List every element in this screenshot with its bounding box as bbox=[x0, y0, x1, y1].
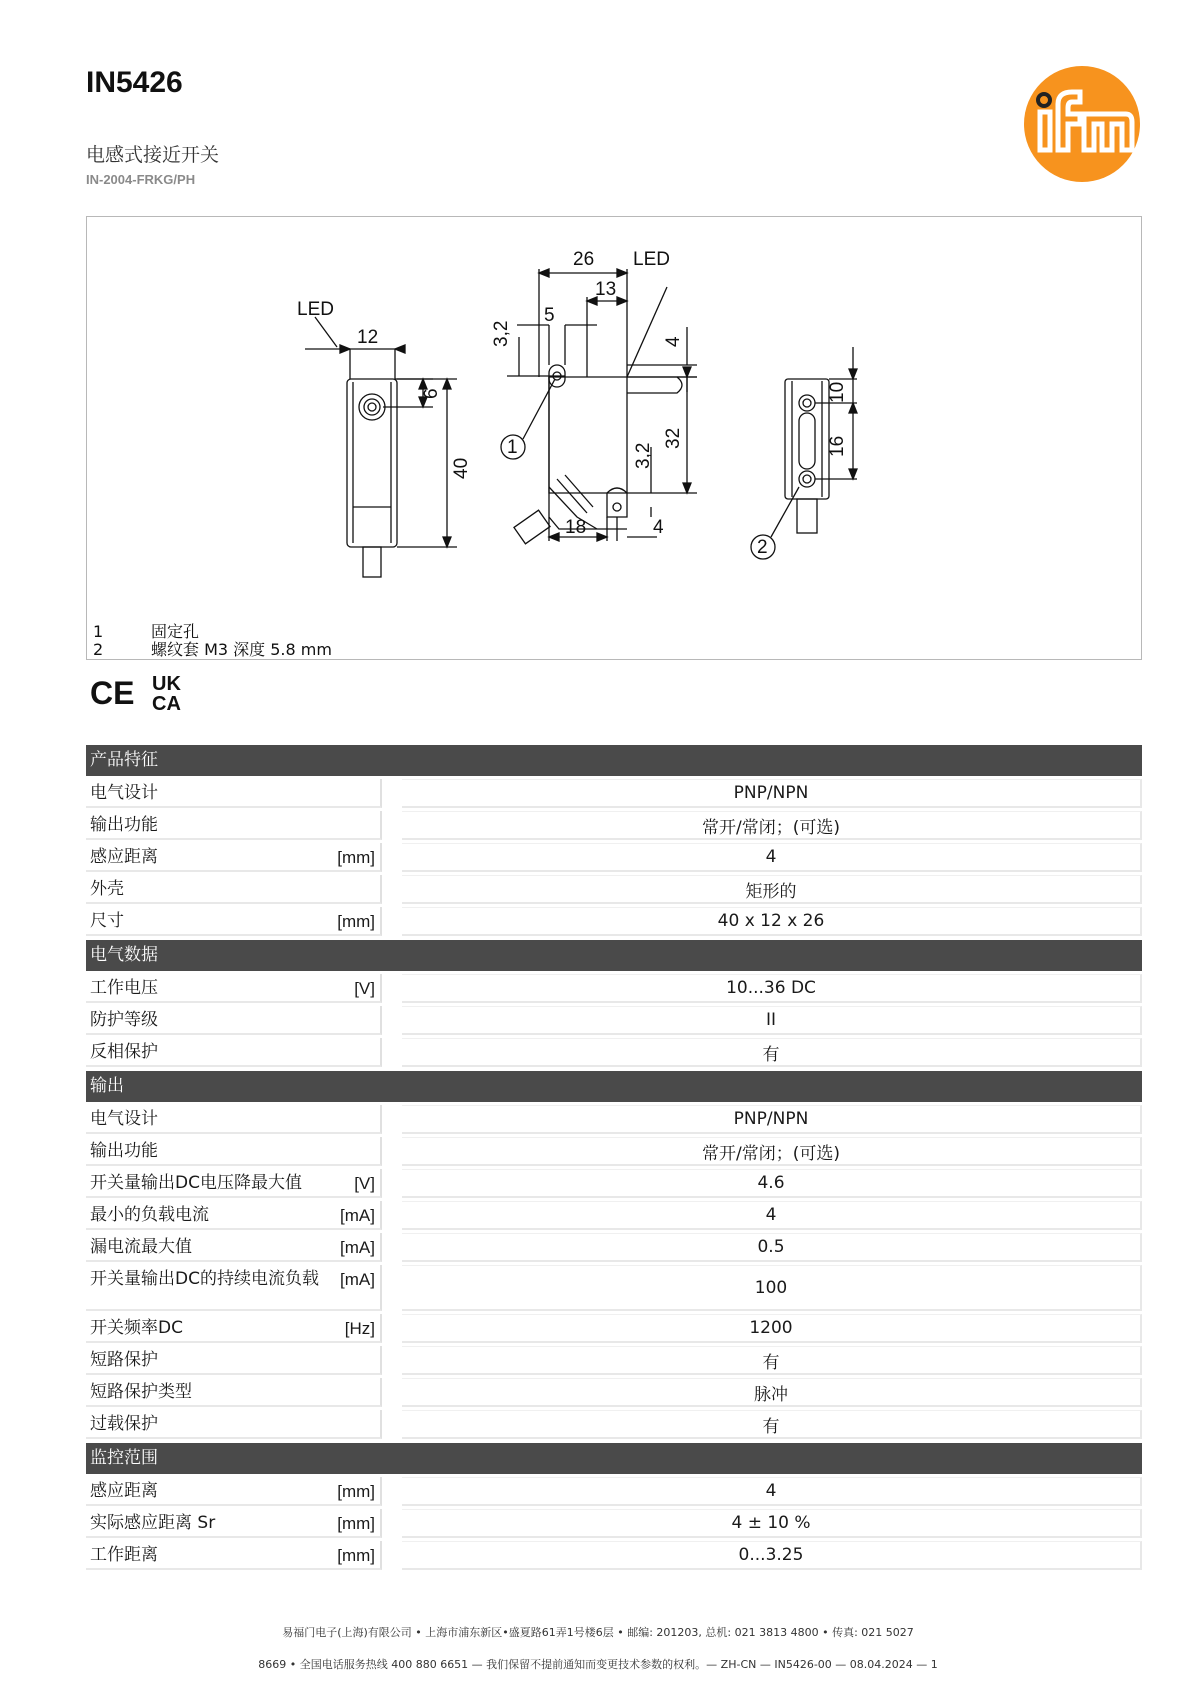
spec-value: 4.6 bbox=[402, 1169, 1142, 1198]
spec-label: 感应距离 bbox=[90, 847, 158, 867]
spec-value: 4 bbox=[402, 843, 1142, 872]
table-row bbox=[86, 1201, 1142, 1230]
spec-label: 反相保护 bbox=[90, 1042, 158, 1062]
spec-unit: [mm] bbox=[337, 1482, 375, 1501]
table-row bbox=[86, 1509, 1142, 1538]
spec-label: 电气设计 bbox=[90, 783, 158, 803]
label-d32: 32 bbox=[663, 427, 684, 449]
ukca-mark-top: UK bbox=[152, 673, 181, 695]
spec-label: 过载保护 bbox=[90, 1414, 158, 1434]
table-row bbox=[86, 875, 1142, 904]
spec-label-cell bbox=[86, 843, 382, 872]
spec-label-cell bbox=[86, 907, 382, 936]
section-header-monitoring-range: 监控范围 bbox=[86, 1443, 1142, 1474]
spec-label: 短路保护 bbox=[90, 1350, 158, 1370]
spec-label: 外壳 bbox=[90, 879, 124, 899]
spec-label-cell bbox=[86, 875, 382, 904]
label-d40: 40 bbox=[451, 457, 472, 479]
label-d5: 5 bbox=[544, 305, 555, 326]
dimension-drawing bbox=[86, 216, 1142, 660]
section-header-electrical-data: 电气数据 bbox=[86, 940, 1142, 971]
spec-label: 电气设计 bbox=[90, 1109, 158, 1129]
spec-unit: [mm] bbox=[337, 1514, 375, 1533]
spec-unit: [V] bbox=[354, 1174, 375, 1193]
spec-label-cell bbox=[86, 1378, 382, 1407]
label-led-left: LED bbox=[297, 299, 334, 320]
spec-unit: [mm] bbox=[337, 848, 375, 867]
spec-label-cell bbox=[86, 1233, 382, 1262]
spec-label: 工作电压 bbox=[90, 978, 158, 998]
spec-value: 常开/常闭；(可选) bbox=[402, 1137, 1142, 1166]
spec-unit: [mm] bbox=[337, 912, 375, 931]
spec-value: 脉冲 bbox=[402, 1378, 1142, 1407]
spec-value: 4 ± 10 % bbox=[402, 1509, 1142, 1538]
spec-label: 实际感应距离 Sr bbox=[90, 1513, 216, 1533]
table-row bbox=[86, 779, 1142, 808]
spec-label: 最小的负载电流 bbox=[90, 1205, 209, 1225]
ce-mark: CE bbox=[90, 675, 135, 711]
label-d18: 18 bbox=[565, 517, 587, 538]
spec-value: II bbox=[402, 1006, 1142, 1035]
spec-value: 有 bbox=[402, 1346, 1142, 1375]
label-d12: 12 bbox=[357, 327, 379, 348]
callout-2: 2 bbox=[757, 537, 768, 558]
spec-value: 0.5 bbox=[402, 1233, 1142, 1262]
footer-notice: 8669 • 全国电话服务热线 400 880 6651 — 我们保留不提前通知而变更技术参数的权利。— ZH-CN — IN5426-00 — 08.04.2024 — 1 bbox=[258, 1658, 938, 1671]
table-row bbox=[86, 1233, 1142, 1262]
table-row bbox=[86, 974, 1142, 1003]
table-row bbox=[86, 1105, 1142, 1134]
table-row bbox=[86, 811, 1142, 840]
table-row bbox=[86, 1314, 1142, 1343]
spec-label-cell bbox=[86, 1541, 382, 1570]
spec-label: 输出功能 bbox=[90, 815, 158, 835]
table-row bbox=[86, 1169, 1142, 1198]
section-header-outputs: 输出 bbox=[86, 1071, 1142, 1102]
side-view bbox=[501, 269, 697, 544]
spec-table bbox=[86, 745, 1142, 1570]
spec-value: 0...3.25 bbox=[402, 1541, 1142, 1570]
product-name: 电感式接近开关 bbox=[86, 144, 220, 166]
spec-value: 40 x 12 x 26 bbox=[402, 907, 1142, 936]
spec-label: 工作距离 bbox=[90, 1545, 158, 1565]
ukca-mark-bottom: CA bbox=[152, 693, 181, 712]
spec-label-cell bbox=[86, 1477, 382, 1506]
table-row bbox=[86, 1541, 1142, 1570]
footer-address: 易福门电子(上海)有限公司 • 上海市浦东新区•盛夏路61弄1号楼6层 • 邮编: 201203, 总机: 021 3813 4800 • 传真: 021 5027 bbox=[282, 1626, 914, 1639]
spec-label-cell bbox=[86, 1410, 382, 1439]
legend-text: 螺纹套 M3 深度 5.8 mm bbox=[151, 640, 332, 659]
legend-item bbox=[93, 641, 332, 659]
spec-label: 尺寸 bbox=[90, 911, 124, 931]
spec-value: 100 bbox=[402, 1265, 1142, 1311]
spec-label: 开关频率DC bbox=[90, 1318, 183, 1338]
spec-unit: [V] bbox=[354, 979, 375, 998]
legend-number: 2 bbox=[93, 640, 104, 659]
spec-label: 漏电流最大值 bbox=[90, 1237, 192, 1257]
spec-label-cell bbox=[86, 779, 382, 808]
spec-value: 10...36 DC bbox=[402, 974, 1142, 1003]
spec-value: 矩形的 bbox=[402, 875, 1142, 904]
spec-unit: [Hz] bbox=[344, 1319, 375, 1338]
spec-label-cell bbox=[86, 1038, 382, 1067]
label-d4-top: 4 bbox=[663, 336, 684, 347]
spec-label-cell bbox=[86, 974, 382, 1003]
spec-label: 开关量输出DC电压降最大值 bbox=[90, 1173, 302, 1193]
table-row bbox=[86, 1137, 1142, 1166]
spec-label: 防护等级 bbox=[90, 1010, 158, 1030]
spec-unit: [mm] bbox=[337, 1546, 375, 1565]
spec-value: PNP/NPN bbox=[402, 1105, 1142, 1134]
table-row bbox=[86, 1038, 1142, 1067]
spec-value: 4 bbox=[402, 1477, 1142, 1506]
spec-label-cell bbox=[86, 1201, 382, 1230]
table-row bbox=[86, 1477, 1142, 1506]
callout-1: 1 bbox=[507, 437, 518, 458]
spec-label-cell bbox=[86, 811, 382, 840]
spec-label-cell bbox=[86, 1006, 382, 1035]
spec-label: 短路保护类型 bbox=[90, 1382, 192, 1402]
legend-text: 固定孔 bbox=[151, 622, 200, 641]
table-row bbox=[86, 1265, 1142, 1311]
table-row bbox=[86, 1378, 1142, 1407]
table-row bbox=[86, 907, 1142, 936]
spec-unit: [mA] bbox=[340, 1270, 375, 1289]
table-row bbox=[86, 1006, 1142, 1035]
spec-value: 有 bbox=[402, 1038, 1142, 1067]
product-code: IN5426 bbox=[86, 66, 183, 99]
label-d6: 6 bbox=[421, 388, 442, 399]
table-row bbox=[86, 1346, 1142, 1375]
table-row bbox=[86, 843, 1142, 872]
spec-value: PNP/NPN bbox=[402, 779, 1142, 808]
spec-unit: [mA] bbox=[340, 1206, 375, 1225]
label-d10: 10 bbox=[827, 381, 848, 403]
certification-marks bbox=[90, 672, 200, 712]
drawing-legend bbox=[93, 623, 332, 659]
spec-value: 4 bbox=[402, 1201, 1142, 1230]
spec-label-cell bbox=[86, 1314, 382, 1343]
product-variant: IN-2004-FRKG/PH bbox=[86, 172, 196, 187]
table-row bbox=[86, 1410, 1142, 1439]
spec-value: 1200 bbox=[402, 1314, 1142, 1343]
label-d4-bottom: 4 bbox=[653, 517, 664, 538]
spec-label: 输出功能 bbox=[90, 1141, 158, 1161]
label-d16: 16 bbox=[827, 435, 848, 457]
legend-number: 1 bbox=[93, 622, 104, 641]
label-d26: 26 bbox=[573, 249, 595, 270]
spec-label-cell bbox=[86, 1137, 382, 1166]
spec-value: 有 bbox=[402, 1410, 1142, 1439]
spec-label-cell bbox=[86, 1265, 382, 1311]
legend-item bbox=[93, 623, 332, 641]
spec-label: 开关量输出DC的持续电流负载 bbox=[90, 1269, 319, 1289]
spec-unit: [mA] bbox=[340, 1238, 375, 1257]
spec-label: 感应距离 bbox=[90, 1481, 158, 1501]
label-d3-2-mid: 3,2 bbox=[633, 442, 654, 469]
label-led-middle: LED bbox=[633, 249, 670, 270]
label-d13: 13 bbox=[595, 279, 617, 300]
spec-label-cell bbox=[86, 1169, 382, 1198]
spec-label-cell bbox=[86, 1105, 382, 1134]
label-d3-2-top: 3,2 bbox=[491, 320, 512, 347]
spec-label-cell bbox=[86, 1509, 382, 1538]
spec-label-cell bbox=[86, 1346, 382, 1375]
front-view bbox=[305, 317, 457, 577]
ifm-logo bbox=[1022, 64, 1142, 184]
section-header-product-features: 产品特征 bbox=[86, 745, 1142, 776]
spec-value: 常开/常闭；(可选) bbox=[402, 811, 1142, 840]
